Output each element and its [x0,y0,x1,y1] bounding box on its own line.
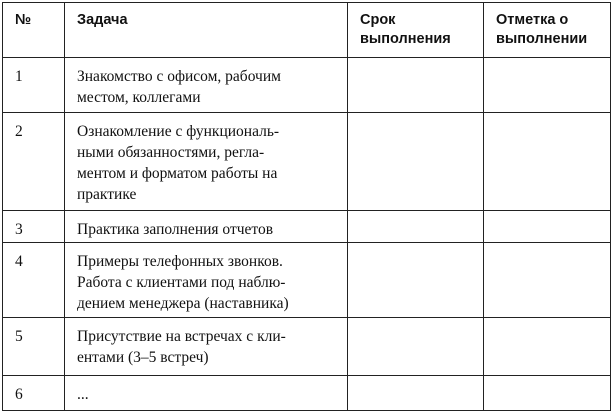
deadline-cell [348,318,484,376]
row-number: 5 [3,318,65,376]
mark-cell [484,211,611,243]
task-cell: Практика заполнения отчетов [65,211,348,243]
row-number: 4 [3,243,65,318]
mark-cell [484,376,611,411]
task-cell: ... [65,376,348,411]
mark-cell [484,243,611,318]
row-number: 1 [3,58,65,113]
table-row [3,376,611,411]
task-table [2,2,611,411]
row-number: 6 [3,376,65,411]
header-task: Задача [65,3,348,58]
deadline-cell [348,211,484,243]
task-cell: Присутствие на встречах с кли- ентами (3–5 встреч) [65,318,348,376]
mark-cell [484,58,611,113]
table-row [3,211,611,243]
table-row [3,243,611,318]
row-number: 3 [3,211,65,243]
task-cell: Знакомство с офисом, рабочим местом, коллегами [65,58,348,113]
row-number: 2 [3,113,65,211]
table-row [3,318,611,376]
table-row [3,113,611,211]
mark-cell [484,318,611,376]
header-row [3,3,611,58]
header-mark: Отметка о выполнении [484,3,611,58]
header-deadline: Срок выполнения [348,3,484,58]
deadline-cell [348,113,484,211]
task-cell: Примеры телефонных звонков. Работа с клиентами под наблю- дением менеджера (наставника) [65,243,348,318]
table-row [3,58,611,113]
header-number: № [3,3,65,58]
task-cell: Ознакомление с функциональ- ными обязанностями, регла- ментом и форматом работы на практике [65,113,348,211]
mark-cell [484,113,611,211]
deadline-cell [348,243,484,318]
deadline-cell [348,376,484,411]
deadline-cell [348,58,484,113]
